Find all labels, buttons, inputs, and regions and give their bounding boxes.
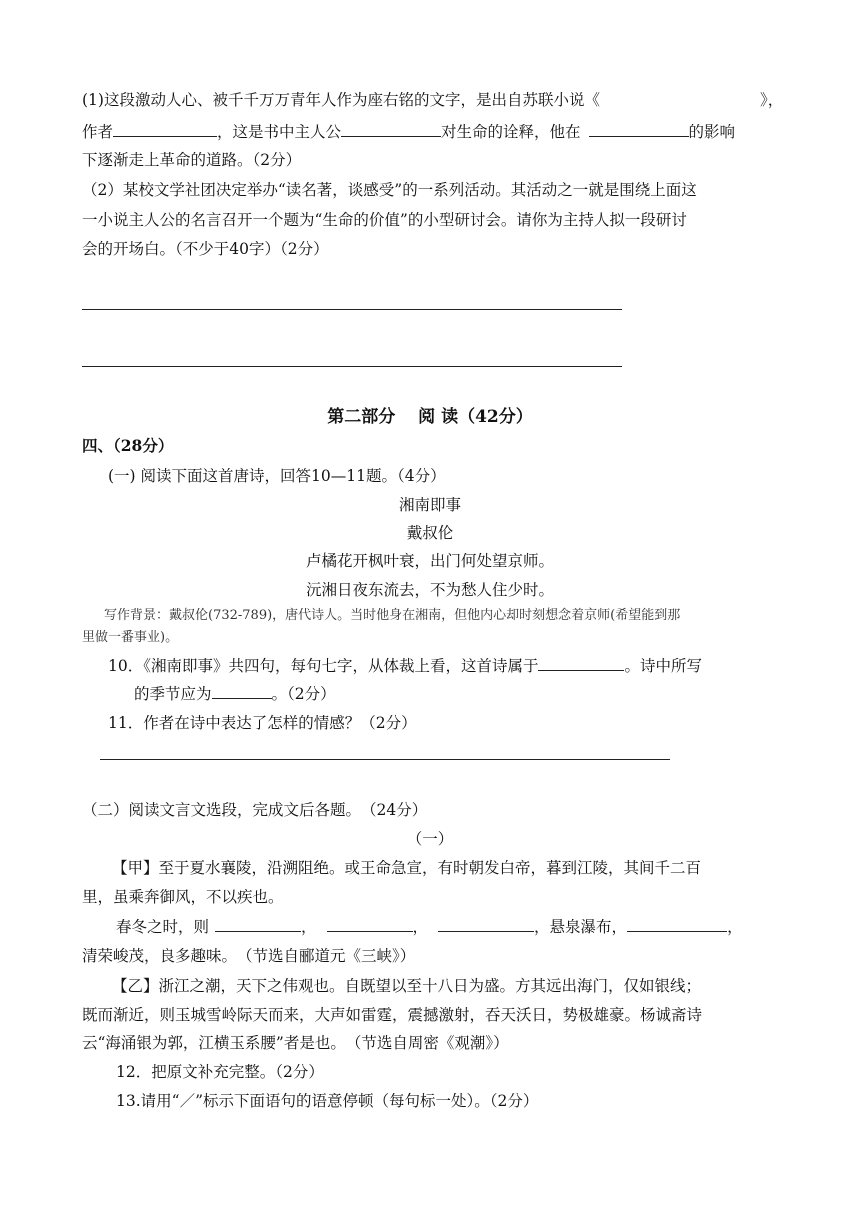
q10-line2: 的季节应为 。（2分） [134,685,336,703]
jia-line2: 里，虽乘奔御风，不以疾也。 [82,888,284,906]
q2-line3: 会的开场白。（不少于40字）（2分） [82,240,329,258]
section4-sub1: (一) 阅读下面这首唐诗，回答10—11题。（4分） [108,467,446,485]
yi-line1: 【乙】浙江之潮，天下之伟观也。自既望以至十八日为盛。方其远出海门，仅如银线； [112,977,702,995]
answer-blank-sanxia-3[interactable] [438,917,534,932]
q2-line2: 一小说主人公的名言召开一个题为“生命的价值”的小型研讨会。请你为主持人拟一段研讨 [82,211,687,229]
q1-line1-end: 》， [760,91,784,109]
poem-background-1: 写作背景：戴叔伦(732-789)，唐代诗人。当时他身在湘南，但他内心却时刻想念着京师(希望能到那 [104,608,681,623]
answer-line-q11[interactable] [100,759,670,760]
part2-title: 第二部分 阅 读（42分） [327,407,533,427]
section4-heading: 四、（28分） [82,436,174,455]
jia-line1: 【甲】至于夏水襄陵，沿溯阻绝。或王命急宣，有时朝发白帝，暮到江陵，其间千二百 [112,859,702,877]
poem-background-2: 里做一番事业)。 [82,630,179,645]
answer-line-1[interactable] [82,309,622,310]
yi-line3: 云“海涌银为郭，江横玉系腰”者是也。 （节选自周密《观潮》） [82,1034,509,1052]
classical-sub: （一） [406,830,454,848]
q10-line1: 10．《湘南即事》共四句，每句七字，从体裁上看，这首诗属于 。诗中所写 [108,657,702,675]
q1-line1: (1)这段激动人心、被千千万万青年人作为座右铭的文字，是出自苏联小说《 [82,91,600,109]
q1-line3: 下逐渐走上革命的道路。（2分） [82,151,302,169]
classical-heading: （二）阅读文言文选段，完成文后各题。 （24分） [82,801,428,819]
q1-line2: 作者 ，这是书中主人公 对生命的诠释，他在 的影响 [82,123,736,141]
yi-line2: 既而渐近，则玉城雪岭际天而来，大声如雷霆，震撼激射，吞天沃日，势极雄豪。杨诚斋诗 [82,1006,703,1024]
answer-blank-season[interactable] [212,684,272,699]
answer-blank-genre[interactable] [538,656,624,671]
answer-blank-sanxia-2[interactable] [327,917,413,932]
jia-line3: 春冬之时，则 ， ， ，悬泉瀑布， ， [116,918,743,936]
poem-line1: 卢橘花开枫叶衰，出门何处望京师。 [305,552,554,570]
answer-blank-influence[interactable] [589,122,689,137]
answer-line-2[interactable] [82,366,622,367]
answer-blank-protagonist[interactable] [341,122,441,137]
poem-line2: 沅湘日夜东流去，不为愁人住少时。 [305,581,554,599]
answer-blank-sanxia-1[interactable] [215,917,301,932]
answer-blank-author[interactable] [113,122,217,137]
answer-blank-sanxia-4[interactable] [627,917,727,932]
poem-title: 湘南即事 [398,496,461,514]
q13: 13.请用“／”标示下面语句的语意停顿（每句标一处）。（2分） [116,1092,539,1110]
q2-line1: （2）某校文学社团决定举办“读名著，谈感受”的一系列活动。其活动之一就是围绕上面这 [82,181,697,199]
jia-line4: 清荣峻茂，良多趣味。 （节选自郦道元《三峡》） [82,947,416,965]
poem-author: 戴叔伦 [406,524,454,542]
q12: 12．把原文补充完整。（2分） [116,1063,324,1081]
q11: 11．作者在诗中表达了怎样的情感？（2分） [108,714,417,732]
